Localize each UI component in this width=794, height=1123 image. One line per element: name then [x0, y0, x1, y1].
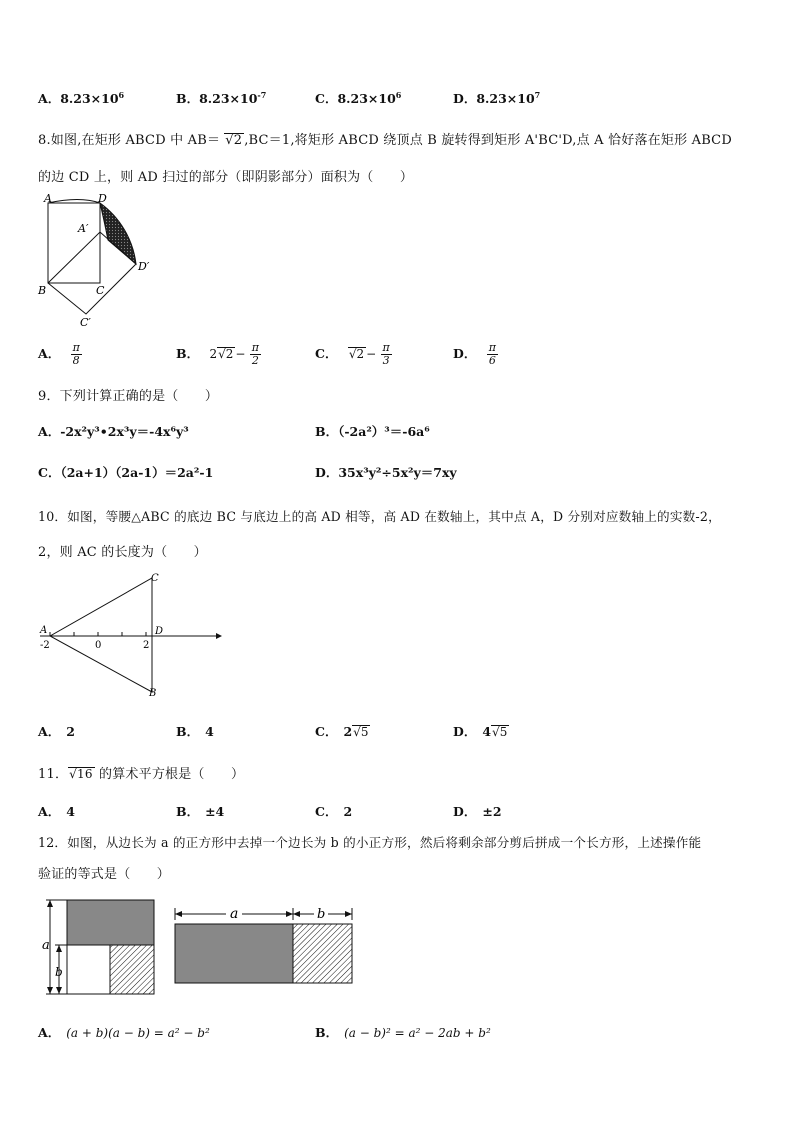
- q10-option-a[interactable]: A． 2: [38, 724, 75, 739]
- tick-2: 2: [143, 640, 150, 651]
- label-a-prime: A′: [78, 222, 89, 235]
- label-b-left: b: [55, 965, 63, 979]
- label-c: C: [151, 573, 159, 584]
- q12-stem-line2: 验证的等式是（ ）: [38, 867, 171, 882]
- label-d-prime: D′: [138, 260, 150, 273]
- label-a: A: [40, 625, 48, 636]
- q11-stem: 11．√16 的算术平方根是（ ）: [38, 767, 245, 782]
- hatched-part: [110, 945, 154, 994]
- q10-figure: [30, 570, 225, 700]
- q11-option-c[interactable]: C． 2: [315, 804, 353, 819]
- q9-stem: 9．下列计算正确的是（ ）: [38, 389, 219, 404]
- q8-option-b[interactable]: B． 2√2 − $\frac{\pi}{2}$: [176, 341, 260, 367]
- q7-option-c[interactable]: C．$8.23\times 10^6$: [315, 89, 402, 106]
- label-c-prime: C′: [80, 316, 91, 329]
- q8-option-a[interactable]: A． $\frac{\pi}{8}$: [38, 341, 80, 367]
- arc-a: [48, 200, 100, 204]
- q11-option-d[interactable]: D． ±2: [453, 804, 502, 819]
- label-d: D: [155, 626, 164, 637]
- q12-figure: [38, 895, 358, 1000]
- label-a-right: a: [230, 906, 239, 922]
- q10-stem-line2: 2，则 AC 的长度为（ ）: [38, 545, 207, 560]
- label-b: B: [149, 688, 157, 699]
- q8-figure: [30, 190, 170, 330]
- label-d: D: [98, 192, 107, 205]
- tick-neg2: -2: [40, 640, 50, 651]
- removed-square: [67, 945, 110, 994]
- q10-stem-line1: 10．如图，等腰△ABC 的底边 BC 与底边上的高 AD 相等，高 AD 在数轴上，其中点 A，D 分别对应数轴上的实数-2，: [38, 509, 721, 524]
- q9-option-d[interactable]: D．35x³y²÷5x²y＝7xy: [315, 465, 457, 480]
- gray-rect: [175, 924, 293, 983]
- q9-option-a[interactable]: A．-2x²y³•2x³y＝-4x⁶y³: [38, 424, 189, 439]
- label-b: B: [38, 284, 47, 297]
- q8-stem-line1: 8.如图,在矩形 ABCD 中 AB＝ √2 ,BC＝1,将矩形 ABCD 绕顶点 B 旋转得到矩形 A'BC'D,点 A 恰好落在矩形 ABCD: [38, 133, 732, 148]
- q7-option-a[interactable]: A．$8.23\times 10^6$: [38, 89, 125, 106]
- tick-0: 0: [95, 640, 102, 651]
- gray-top: [67, 900, 154, 945]
- label-a-left: a: [42, 938, 50, 953]
- rect-abcd: [48, 203, 100, 283]
- q8-stem-line2: 的边 CD 上，则 AD 扫过的部分（即阴影部分）面积为（ ）: [38, 170, 414, 185]
- q12-option-b[interactable]: B． (a − b)² = a² − 2ab + b²: [315, 1025, 491, 1040]
- q8-option-d[interactable]: D． $\frac{\pi}{6}$: [453, 341, 496, 367]
- q11-option-a[interactable]: A． 4: [38, 804, 75, 819]
- q10-option-c[interactable]: C． 2√5: [315, 724, 369, 739]
- q7-option-d[interactable]: D．$8.23\times 10^7$: [453, 89, 541, 106]
- q10-option-d[interactable]: D． 4√5: [453, 724, 508, 739]
- arrow-head: [216, 633, 222, 639]
- q12-option-a[interactable]: A． (a + b)(a − b) = a² − b²: [38, 1025, 210, 1040]
- hatched-rect: [293, 924, 352, 983]
- shaded-region: [100, 203, 136, 264]
- q9-option-b[interactable]: B．（-2a²）³＝-6a⁶: [315, 424, 430, 439]
- q10-option-b[interactable]: B． 4: [176, 724, 214, 739]
- q12-stem-line1: 12．如图，从边长为 a 的正方形中去掉一个边长为 b 的小正方形，然后将剩余部分剪后拼成一个长方形，上述操作能: [38, 835, 702, 850]
- q11-option-b[interactable]: B． ±4: [176, 804, 225, 819]
- triangle-abc: [50, 578, 152, 692]
- label-a: A: [44, 192, 52, 205]
- q9-option-c[interactable]: C．（2a+1）（2a-1）＝2a²-1: [38, 465, 214, 480]
- q7-option-b[interactable]: B．$8.23\times 10^{-7}$: [176, 89, 267, 106]
- label-b-right: b: [317, 907, 326, 922]
- label-c: C: [96, 284, 105, 297]
- q8-option-c[interactable]: C． √2 − $\frac{\pi}{3}$: [315, 341, 390, 367]
